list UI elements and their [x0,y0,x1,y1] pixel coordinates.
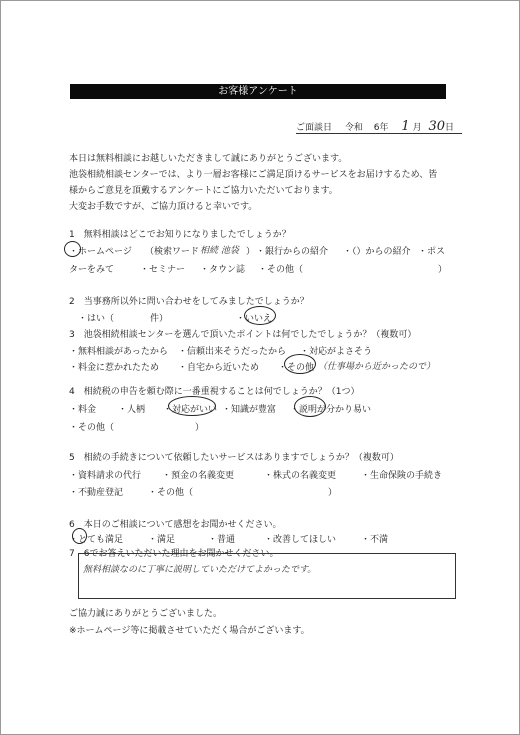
q5-opt-docs[interactable]: ・資料請求の代行 [69,471,142,481]
q3-opt-response[interactable]: ・対応がよさそう [300,347,373,357]
answer-circle [72,528,87,544]
q4-opt-other[interactable]: ・その他（ ） [69,423,205,433]
q1-search-word-label: （検索ワード [145,247,200,257]
q5-opt-stock[interactable]: ・株式の名義変更 [264,471,337,481]
q3-opt-free[interactable]: ・無料相談があったから [69,347,168,357]
interview-date [296,119,454,134]
q5-question: 5 相続の手続きについて依頼したいサービスはありますでしょうか？（複数可） [69,453,399,463]
q1-opt-poster[interactable]: ・ポス [418,247,446,257]
q7-answer-handwritten: 無料相談なのに丁寧に説明していただけてよかったです。 [83,565,317,575]
q2-question: 2 当事務所以外に問い合わせをしてみましたでしょうか？ [69,297,309,307]
q1-opt-bank[interactable]: ・銀行からの紹介 [256,247,329,257]
closing-note: ※ホームページ等に掲載させていただく場合がございます。 [69,626,310,636]
answer-circle [168,396,216,416]
q5-opt-insurance[interactable]: ・生命保険の手続き [361,471,443,481]
q3-other-handwritten: （仕事場から近かったので） [318,362,436,372]
q3-opt-near[interactable]: ・自宅から近いため [178,363,260,373]
answer-circle [294,396,326,417]
q3-question: 3 池袋相続相談センターを選んで頂いたポイントは何でしたでしょうか？（複数可） [69,330,417,340]
intro-line: 本日は無料相談にお越しいただきまして誠にありがとうございます。 [69,154,348,164]
date-day-unit: 日 [445,123,455,133]
date-label: ご面談日 [296,123,333,133]
intro-text [69,151,437,215]
q7-answer-box[interactable] [78,553,456,599]
q5-opt-realestate[interactable]: ・不動産登記 [69,488,124,498]
date-year: 6 [373,123,380,133]
q2-opt-no[interactable]: ・いいえ [236,314,273,324]
q4-opt-fee[interactable]: ・料金 [69,405,97,415]
q6-opt-very[interactable]: ・とても満足 [69,535,124,545]
survey-title: お客様アンケート [70,84,446,99]
q2-opt-yes[interactable]: ・はい（ 件） [78,314,169,324]
q6-opt-unsatisfied[interactable]: ・不満 [361,535,389,545]
date-month-unit: 月 [412,123,422,133]
q6-opt-normal[interactable]: ・普通 [208,535,236,545]
q4-opt-staff[interactable]: ・人柄 [118,405,146,415]
date-underline [296,133,462,134]
q1-opt-seminar[interactable]: ・セミナー [140,265,186,275]
intro-line: 池袋相続相談センターでは、より一層お客様にご満足頂けるサービスをお届けするため、皆 [69,170,438,180]
answer-circle [284,354,316,374]
q1-opt-townmag[interactable]: ・タウン誌 [200,265,246,275]
answer-circle [244,306,276,325]
closing-thanks: ご協力誠にありがとうございました。 [69,609,223,619]
q3-opt-other[interactable]: ・その他 [278,363,315,373]
answer-circle [64,241,81,257]
q4-question: 4 相続税の申告を頼む際に一番重視することは何でしょうか？（1つ） [69,387,360,397]
date-era: 令和 [344,123,363,133]
q3-opt-price[interactable]: ・料金に惹かれたため [69,363,160,373]
q4-opt-response[interactable]: ・対応がいい [163,405,218,415]
q6-opt-satisfied[interactable]: ・満足 [148,535,176,545]
intro-line: 大変お手数ですが、ご協力頂けると幸いです。 [69,202,258,212]
q1-search-word-handwritten: 相続 池袋 [200,246,239,256]
q1-opt-referral[interactable]: ・（）からの紹介 [343,247,411,257]
date-year-unit: 年 [379,123,389,133]
intro-line: 様からご意見を頂戴するアンケートにご協力いただいております。 [69,186,338,196]
q1-opt-homepage[interactable]: ・ホームページ [69,247,132,257]
date-month: 1 [401,119,410,134]
q3-opt-trust[interactable]: ・信頼出来そうだったから [178,347,287,357]
q1-search-word-close: ） [246,247,256,257]
q1-opt-poster-cont[interactable]: ターをみて [69,265,115,275]
q6-question: 6 本日のご相談について感想をお聞かせください。 [69,520,282,530]
date-day: 30 [428,119,445,134]
q4-opt-knowledge[interactable]: ・知識が豊富 [222,405,277,415]
q1-opt-other[interactable]: ・その他（ ） [258,265,448,275]
q1-question: 1 無料相談はどこでお知りになりましたでしょうか？ [69,230,291,240]
q5-opt-other[interactable]: ・その他（ ） [148,488,338,498]
q7-question: 7 6でお答えいただいた理由をお聞かせください。 [69,549,279,559]
q4-opt-explain[interactable]: ・説明が分かり易い [290,405,372,415]
q5-opt-deposit[interactable]: ・預金の名義変更 [162,471,235,481]
q6-opt-improve[interactable]: ・改善してほしい [264,535,337,545]
